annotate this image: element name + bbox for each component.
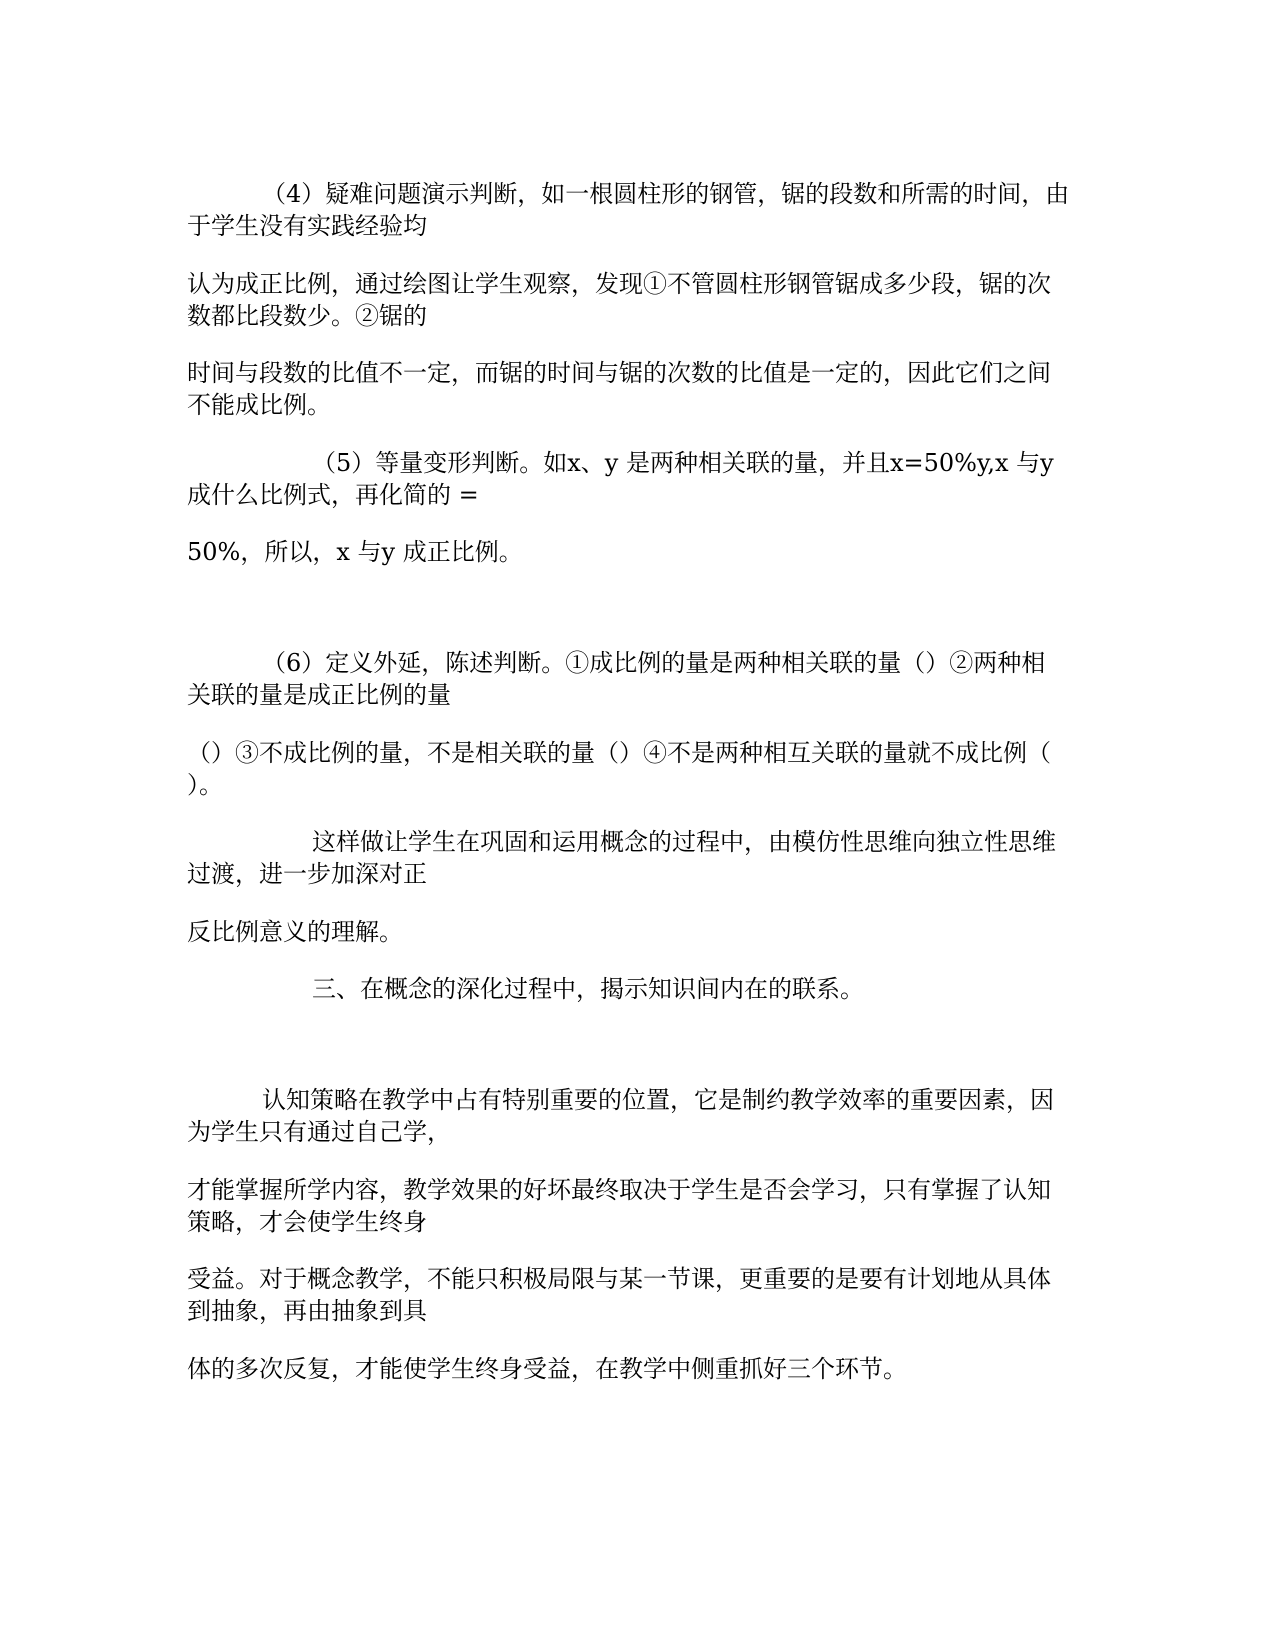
paragraph-4-line-2: 于学生没有实践经验均 xyxy=(187,212,427,240)
paragraph-5-line-2: 成什么比例式，再化简的 = xyxy=(187,481,479,509)
paragraph-4-line-6: 不能成比例。 xyxy=(187,391,331,419)
strategy-paragraph-line-1: 认知策略在教学中占有特别重要的位置，它是制约教学效率的重要因素，因 xyxy=(262,1086,1054,1114)
strategy-paragraph-line-3: 才能掌握所学内容，教学效果的好坏最终取决于学生是否会学习，只有掌握了认知 xyxy=(187,1176,1051,1204)
strategy-paragraph-line-6: 到抽象，再由抽象到具 xyxy=(187,1297,427,1325)
strategy-paragraph-line-4: 策略，才会使学生终身 xyxy=(187,1208,427,1236)
paragraph-6-line-1: （6）定义外延，陈述判断。①成比例的量是两种相关联的量（）②两种相 xyxy=(262,649,1046,677)
paragraph-6-line-2: 关联的量是成正比例的量 xyxy=(187,681,451,709)
paragraph-5-line-3: 50%，所以，x 与y 成正比例。 xyxy=(187,538,523,566)
paragraph-4-line-4: 数都比段数少。②锯的 xyxy=(187,302,427,330)
strategy-paragraph-line-7: 体的多次反复，才能使学生终身受益，在教学中侧重抓好三个环节。 xyxy=(187,1355,907,1383)
paragraph-6-line-4: ）。 xyxy=(187,771,223,799)
summary-line-2: 过渡，进一步加深对正 xyxy=(187,860,427,888)
paragraph-4-line-3: 认为成正比例，通过绘图让学生观察，发现①不管圆柱形钢管锯成多少段，锯的次 xyxy=(187,270,1051,298)
paragraph-4-line-1: （4）疑难问题演示判断，如一根圆柱形的钢管，锯的段数和所需的时间，由 xyxy=(262,180,1070,208)
summary-line-3: 反比例意义的理解。 xyxy=(187,918,403,946)
strategy-paragraph-line-5: 受益。对于概念教学，不能只积极局限与某一节课，更重要的是要有计划地从具体 xyxy=(187,1265,1051,1293)
paragraph-6-line-3: （）③不成比例的量，不是相关联的量（）④不是两种相互关联的量就不成比例（ xyxy=(187,739,1051,767)
summary-line-1: 这样做让学生在巩固和运用概念的过程中，由模仿性思维向独立性思维 xyxy=(312,828,1056,856)
section-heading-3: 三、在概念的深化过程中，揭示知识间内在的联系。 xyxy=(312,975,864,1003)
strategy-paragraph-line-2: 为学生只有通过自己学， xyxy=(187,1118,451,1146)
paragraph-4-line-5: 时间与段数的比值不一定，而锯的时间与锯的次数的比值是一定的，因此它们之间 xyxy=(187,359,1051,387)
paragraph-5-line-1: （5）等量变形判断。如x、y 是两种相关联的量，并且x=50%y,x 与y xyxy=(312,449,1054,477)
